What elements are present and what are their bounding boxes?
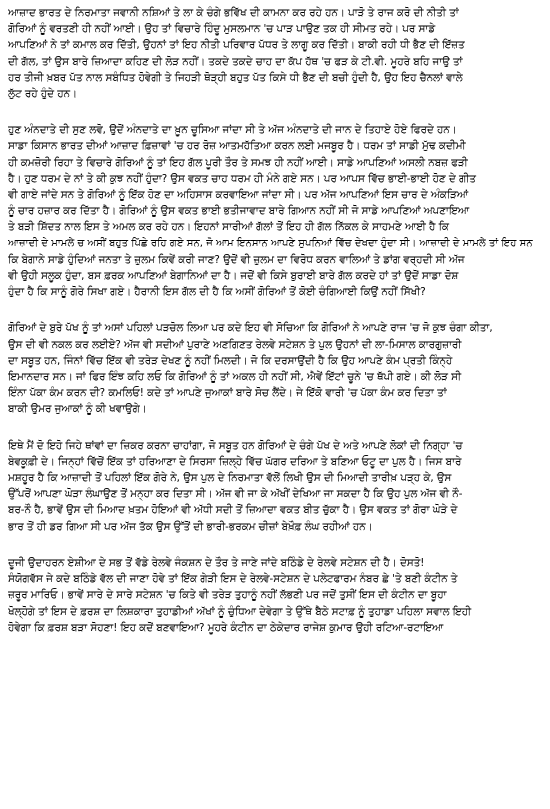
text-line: ਗੋਰਿਆਂ ਦੇ ਬੁਰੇ ਪੱਖ ਨੂੰ ਤਾਂ ਅਸਾਂ ਪਹਿਲਾਂ ਪੜਚੋਲ ਲਿਆ ਪਰ ਕਦੇ ਇਹ ਵੀ ਸੋਚਿਆ ਕਿ ਗੋਰਿਆਂ ਨੇ ਆਪਣੇ ਰਾਜ 'ਚ ਜੋ ਕੁਝ ਚੰਗਾ ਕੀਤਾ, (8, 322, 493, 335)
paragraph (8, 555, 542, 636)
text-line: ਕਿ ਬੇਗਾਨੇ ਸਾਡੇ ਹੁੰਦਿਆਂ ਜਨਤਾ ਤੇ ਜ਼ੁਲਮ ਕਿਵੇਂ ਕਰੀ ਜਾਣ? ਉਦੋਂ ਵੀ ਜ਼ੁਲਮ ਦਾ ਵਿਰੋਧ ਕਰਨ ਵਾਲਿਆਂ ਤੇ ਡਾਂਗ ਵਰ੍ਹਦੀ ਸੀ ਅੱਜ (8, 253, 465, 266)
text-line: ਨੂੰ ਚਾਰ ਹਜ਼ਾਰ ਕਰ ਦਿੱਤਾ ਹੈ। ਗੋਰਿਆਂ ਨੂੰ ਉਸ ਵਕਤ ਭਾਈ ਭਤੀਜਾਵਾਦ ਬਾਰੇ ਗਿਆਨ ਨਹੀਂ ਸੀ ਜੋ ਸਾਡੇ ਆਪਣਿਆਂ ਅਪਣਾਇਆ (8, 205, 469, 218)
text-line: ਗੋਰਿਆਂ ਨੂੰ ਵਰਤਣੀ ਹੀ ਨਹੀਂ ਆਈ। ਉਹ ਤਾਂ ਵਿਚਾਰੇ ਹਿੰਦੂ ਮੁਸਲਮਾਨ 'ਚ ਪਾੜ ਪਾਉਣ ਤਕ ਹੀ ਸੀਮਤ ਰਹੇ। ਪਰ ਸਾਡੇ (8, 23, 436, 36)
text-line: ਦਾ ਸਬੂਤ ਹਨ, ਜਿੰਨਾਂ ਵਿੱਚ ਇੱਕ ਵੀ ਤਰੇੜ ਦੇਖਣ ਨੂੰ ਨਹੀਂ ਮਿਲਦੀ। ਜੋ ਕਿ ਦਰਸਾਉਂਦੀ ਹੈ ਕਿ ਉਹ ਆਪਣੇ ਕੰਮ ਪ੍ਰਤੀ ਕਿੰਨ੍ਹੇ (8, 354, 453, 367)
text-line: ਤੇ ਬੜੀ ਸ਼ਿੱਦਤ ਨਾਲ ਇਸ ਤੇ ਅਮਲ ਕਰ ਰਹੇ ਹਨ। ਇਹਨਾਂ ਸਾਰੀਆਂ ਗੱਲਾਂ ਤੋਂ ਇਹ ਹੀ ਗੱਲ ਨਿੱਕਲ ਕੇ ਸਾਹਮਣੇ ਆਈ ਹੈ ਕਿ (8, 221, 449, 234)
paragraph (8, 438, 542, 535)
text-line: ਉਸ ਦੀ ਵੀ ਨਕਲ ਕਰ ਲਈਏ? ਅੱਜ ਵੀ ਸਦੀਆਂ ਪੁਰਾਣੇ ਅਣਗਿਣਤ ਰੇਲਵੇ ਸਟੇਸ਼ਨ ਤੇ ਪੁਲ ਉਹਨਾਂ ਦੀ ਲਾ-ਮਿਸਾਲ ਕਾਰਗੁਜ਼ਾਰੀ (8, 338, 462, 351)
text-line: ਹੁੰਦਾ ਹੈ ਕਿ ਸਾਨੂੰ ਗੋਰੇ ਸਿਖਾ ਗਏ। ਹੈਰਾਨੀ ਇਸ ਗੱਲ ਦੀ ਹੈ ਕਿ ਅਸੀਂ ਗੋਰਿਆਂ ਤੋਂ ਕੋਈ ਚੰਗਿਆਈ ਕਿਉਂ ਨਹੀਂ ਸਿੱਖੀ? (8, 286, 426, 299)
text-line: ਹੋਵੇਗਾ ਕਿ ਫ਼ਰਸ਼ ਬੜਾ ਸੋਹਣਾ! ਇਹ ਕਦੋਂ ਬਣਵਾਇਆ? ਮੂਹਰੇ ਕੰਟੀਨ ਦਾ ਠੇਕੇਦਾਰ ਰਾਜੇਸ਼ ਕੁਮਾਰ ਉਹੀ ਰਟਿਆ-ਰਟਾਇਆ (8, 621, 444, 634)
paragraph (8, 320, 542, 417)
text-line: ਇਮਾਨਦਾਰ ਸਨ। ਜਾਂ ਫਿਰ ਇੰਝ ਕਹਿ ਲਓ ਕਿ ਗੋਰਿਆਂ ਨੂੰ ਤਾਂ ਅਕਲ ਹੀ ਨਹੀਂ ਸੀ, ਐਵੇਂ ਇੱਟਾਂ ਚੂਨੇ 'ਚ ਥੱਪੀ ਗਏ। ਕੀ ਲੋੜ ਸੀ (8, 371, 462, 384)
text-line: ਮਸ਼ਹੂਰ ਹੈ ਕਿ ਆਜ਼ਾਦੀ ਤੋਂ ਪਹਿਲਾਂ ਇੱਕ ਗੋਰੇ ਨੇ, ਉਸ ਪੁਲ ਦੇ ਨਿਰਮਾਤਾ ਵੱਲੋਂ ਲਿਖੀ ਉਸ ਦੀ ਮਿਆਦੀ ਤਾਰੀਖ਼ ਪੜ੍ਹ ਕੇ, ਉਸ (8, 472, 452, 485)
text-line: ਦੂਜੀ ਉਦਾਹਰਨ ਏਸ਼ੀਆ ਦੇ ਸਭ ਤੋਂ ਵੱਡੇ ਰੇਲਵੇ ਜੰਕਸ਼ਨ ਦੇ ਤੌਰ ਤੇ ਜਾਣੇ ਜਾਂਦੇ ਬਠਿੰਡੇ ਦੇ ਰੇਲਵੇ ਸਟੇਸ਼ਨ ਦੀ ਹੈ। ਦੋਸਤੋ! (8, 556, 425, 569)
text-line: ਬੇਵਕੂਫ਼ੀ ਦੇ। ਜਿਨ੍ਹਾਂ ਵਿੱਚੋਂ ਇੱਕ ਤਾਂ ਹਰਿਆਣਾ ਦੇ ਸਿਰਸਾ ਜ਼ਿਲ੍ਹੇ ਵਿੱਚ ਘੱਗਰ ਦਰਿਆ ਤੇ ਬਣਿਆ ਓਟੂ ਦਾ ਪੁਲ ਹੈ। ਜਿਸ ਬਾਰੇ (8, 455, 462, 468)
text-line: ਆਜ਼ਾਦੀ ਦੇ ਮਾਮਲੇ ਚ ਅਸੀਂ ਬਹੁਤ ਪਿੱਛੇ ਰਹਿ ਗਏ ਸਨ, ਜੋ ਆਮ ਇਨਸਾਨ ਆਪਣੇ ਸੁਪਨਿਆਂ ਵਿੱਚ ਦੇਖਦਾ ਹੁੰਦਾ ਸੀ। ਆਜ਼ਾਦੀ ਦੇ ਮਾਮਲੇ ਤਾਂ ਇਹ ਸਨ (8, 237, 533, 249)
text-line: ਹਰ ਤੀਜੀ ਖ਼ਬਰ ਪੱਤ ਨਾਲ ਸਬੰਧਿਤ ਹੋਵੇਗੀ ਤੇ ਜਿਹੜੀ ਥੋੜ੍ਹੀ ਬਹੁਤ ਪੱਤ ਕਿਸੇ ਧੀ ਭੈਣ ਦੀ ਬਚੀ ਹੁੰਦੀ ਹੈ, ਉਹ ਇਹ ਚੈਨਲਾਂ ਵਾਲੇ (8, 71, 463, 84)
text-line: ਹੀ ਕਮਜ਼ੋਰੀ ਰਿਹਾ ਤੇ ਵਿਚਾਰੇ ਗੋਰਿਆਂ ਨੂੰ ਤਾਂ ਇਹ ਗੱਲ ਪੂਰੀ ਤੌਰ ਤੇ ਸਮਝ ਹੀ ਨਹੀਂ ਆਈ। ਸਾਡੇ ਆਪਣਿਆਂ ਅਸਲੀ ਨਬਜ਼ ਫੜੀ (8, 156, 468, 169)
text-line: ਲੁੱਟ ਰਹੇ ਹੁੰਦੇ ਹਨ। (8, 88, 77, 101)
paragraph (8, 122, 542, 300)
text-line: ਬਾਕੀ ਉਮਰ ਜੁਆਕਾਂ ਨੂੰ ਕੀ ਖਵਾਉਗੇ। (8, 403, 147, 416)
text-line: ਬਰ-ਨੌ ਹੈ, ਭਾਵੇਂ ਉਸ ਦੀ ਮਿਆਦ ਖ਼ਤਮ ਹੋਇਆਂ ਵੀ ਅੱਧੀ ਸਦੀ ਤੋਂ ਜ਼ਿਆਦਾ ਵਕਤ ਬੀਤ ਚੁੱਕਾ ਹੈ। ਉਸ ਵਕਤ ਤਾਂ ਗੋਰਾ ਘੋੜੇ ਦੇ (8, 504, 458, 517)
text-line: ਖੋਲ੍ਹੋਗੇ ਤਾਂ ਇਸ ਦੇ ਫ਼ਰਸ਼ ਦਾ ਲਿਸ਼ਕਾਰਾ ਤੁਹਾਡੀਆਂ ਅੱਖਾਂ ਨੂੰ ਚੁੰਧਿਆ ਦੇਵੇਗਾ ਤੇ ਉੱਥੇ ਬੈਠੇ ਸਟਾਫ਼ ਨੂੰ ਤੁਹਾਡਾ ਪਹਿਲਾ ਸਵਾਲ ਇਹੀ (8, 605, 472, 618)
text-line: ਹੁਣ ਅੰਨਦਾਤੇ ਦੀ ਸੁਣ ਲਵੋ, ਉਦੋਂ ਅੰਨਦਾਤੇ ਦਾ ਖ਼ੂਨ ਚੂਸਿਆ ਜਾਂਦਾ ਸੀ ਤੇ ਅੱਜ ਅੰਨਦਾਤੇ ਦੀ ਜਾਨ ਦੇ ਤਿਹਾਏ ਹੋਏ ਫਿਰਦੇ ਹਨ। (8, 124, 457, 137)
text-line: ਦੀ ਗੱਲ, ਤਾਂ ਉਸ ਬਾਰੇ ਜ਼ਿਆਦਾ ਕਹਿਣ ਦੀ ਲੋੜ ਨਹੀਂ। ਤਕਦੇ ਤਕਦੇ ਚਾਹ ਦਾ ਕੱਪ ਹੱਥ 'ਚ ਫੜ ਕੇ ਟੀ.ਵੀ. ਮੂਹਰੇ ਬਹਿ ਜਾਉ ਤਾਂ (8, 55, 463, 68)
text-line: ਇਥੇ ਮੈਂ ਦੋ ਇਹੋ ਜਿਹੇ ਥਾਂਵਾਂ ਦਾ ਜ਼ਿਕਰ ਕਰਨਾ ਚਾਹਾਂਗਾ, ਜੋ ਸਬੂਤ ਹਨ ਗੋਰਿਆਂ ਦੇ ਚੰਗੇ ਪੱਖ ਦੇ ਅਤੇ ਆਪਣੇ ਲੋਕਾਂ ਦੀ ਨਿਗ੍ਹਾ 'ਚ (8, 439, 463, 452)
text-line: ਉੱਪਰੋਂ ਆਪਣਾ ਘੋੜਾ ਲੰਘਾਉਣ ਤੋਂ ਮਨ੍ਹਾ ਕਰ ਦਿਤਾ ਸੀ। ਅੱਜ ਵੀ ਜਾ ਕੇ ਅੱਖੀਂ ਦੇਖਿਆ ਜਾ ਸਕਦਾ ਹੈ ਕਿ ਉਹ ਪੁਲ ਅੱਜ ਵੀ ਨੌ- (8, 488, 463, 501)
text-line: ਹੈ। ਹੁਣ ਧਰਮ ਦੇ ਨਾਂ ਤੇ ਕੀ ਕੁਝ ਨਹੀਂ ਹੁੰਦਾ? ਉਸ ਵਕਤ ਚਾਹ ਧਰਮ ਹੀ ਮੰਨੇ ਗਏ ਸਨ। ਪਰ ਆਪਸ ਵਿੱਚ ਭਾਈ-ਭਾਈ ਹੋਣ ਦੇ ਗੀਤ (8, 172, 476, 185)
paragraph (8, 5, 542, 102)
text-line: ਸੰਯੋਗਵੱਸ ਜੇ ਕਦੇ ਬਠਿੰਡੇ ਵੱਲ ਦੀ ਜਾਣਾ ਹੋਵੇ ਤਾਂ ਇੱਕ ਗੇੜੀ ਇਸ ਦੇ ਰੇਲਵੇ-ਸਟੇਸ਼ਨ ਦੇ ਪਲੇਟਫਾਰਮ ਨੰਬਰ ਛੇ 'ਤੇ ਬਣੀ ਕੰਟੀਨ ਤੇ (8, 573, 458, 586)
text-line: ਜ਼ਰੂਰ ਮਾਰਿਓ। ਭਾਵੇਂ ਸਾਰੇ ਦੇ ਸਾਰੇ ਸਟੇਸ਼ਨ 'ਚ ਕਿਤੇ ਵੀ ਤਰੇੜ ਤੁਹਾਨੂੰ ਨਹੀਂ ਲੱਭਣੀ ਪਰ ਜਦੋਂ ਤੁਸੀਂ ਇਸ ਦੀ ਕੰਟੀਨ ਦਾ ਬੂਹਾ (8, 589, 447, 602)
text-line: ਵੀ ਗਾਏ ਜਾਂਦੇ ਸਨ ਤੇ ਗੋਰਿਆਂ ਨੂੰ ਇੱਕ ਹੋਣ ਦਾ ਅਹਿਸਾਸ ਕਰਵਾਇਆ ਜਾਂਦਾ ਸੀ। ਪਰ ਅੱਜ ਆਪਣਿਆਂ ਇਸ ਚਾਰ ਦੇ ਅੰਕੜਿਆਂ (8, 189, 468, 202)
text-line: ਆਜ਼ਾਦ ਭਾਰਤ ਦੇ ਨਿਰਮਾਤਾ ਜਵਾਨੀ ਨਸ਼ਿਆਂ ਤੇ ਲਾ ਕੇ ਚੰਗੇ ਭਵਿੱਖ ਦੀ ਕਾਮਨਾ ਕਰ ਰਹੇ ਹਨ। ਪਾੜੋ ਤੇ ਰਾਜ ਕਰੋ ਦੀ ਨੀਤੀ ਤਾਂ (8, 7, 459, 19)
text-line: ਆਪਣਿਆਂ ਨੇ ਤਾਂ ਕਮਾਲ ਕਰ ਦਿੱਤੀ, ਉਹਨਾਂ ਤਾਂ ਇਹ ਨੀਤੀ ਪਰਿਵਾਰ ਪੱਧਰ ਤੇ ਲਾਗੂ ਕਰ ਦਿੱਤੀ। ਬਾਕੀ ਰਹੀ ਧੀ ਭੈਣ ਦੀ ਇੱਜ਼ਤ (8, 39, 465, 52)
text-line: ਵੀ ਉਹੀ ਸਲੂਕ ਹੁੰਦਾ, ਬਸ ਫ਼ਰਕ ਆਪਣਿਆਂ ਬੇਗਾਨਿਆਂ ਦਾ ਹੈ। ਜਦੋਂ ਵੀ ਕਿਸੇ ਬੁਰਾਈ ਬਾਰੇ ਗੱਲ ਕਰਦੇ ਹਾਂ ਤਾਂ ਉਦੋਂ ਸਾਡਾ ਦੋਸ਼ (8, 270, 459, 283)
text-line: ਸਾਡਾ ਕਿਸਾਨ ਭਾਰਤ ਦੀਆਂ ਆਜ਼ਾਦ ਫ਼ਿਜ਼ਾਵਾਂ 'ਚ ਹਰ ਰੋਜ਼ ਆਤਮਹੱਤਿਆ ਕਰਨ ਲਈ ਮਜਬੂਰ ਹੈ। ਧਰਮ ਤਾਂ ਸਾਡੀ ਮੁੱਢ ਕਦੀਮੀ (8, 140, 466, 153)
text-line: ਭਾਰ ਤੋਂ ਹੀ ਡਰ ਗਿਆ ਸੀ ਪਰ ਅੱਜ ਤੱਕ ਉਸ ਉੱਤੋਂ ਦੀ ਭਾਰੀ-ਭਰਕਮ ਚੀਜ਼ਾਂ ਬੇਖ਼ੌਫ਼ ਲੰਘ ਰਹੀਆਂ ਹਨ। (8, 520, 373, 533)
text-line: ਇੰਨਾ ਪੱਕਾ ਕੰਮ ਕਰਨ ਦੀ? ਕਮਲਿਓ! ਕਦੇ ਤਾਂ ਆਪਣੇ ਜੁਆਕਾਂ ਬਾਰੇ ਸੋਚ ਲੈਂਦੇ। ਜੇ ਇੱਕੋ ਵਾਰੀ 'ਚ ਪੱਕਾ ਕੰਮ ਕਰ ਦਿਤਾ ਤਾਂ (8, 387, 447, 400)
